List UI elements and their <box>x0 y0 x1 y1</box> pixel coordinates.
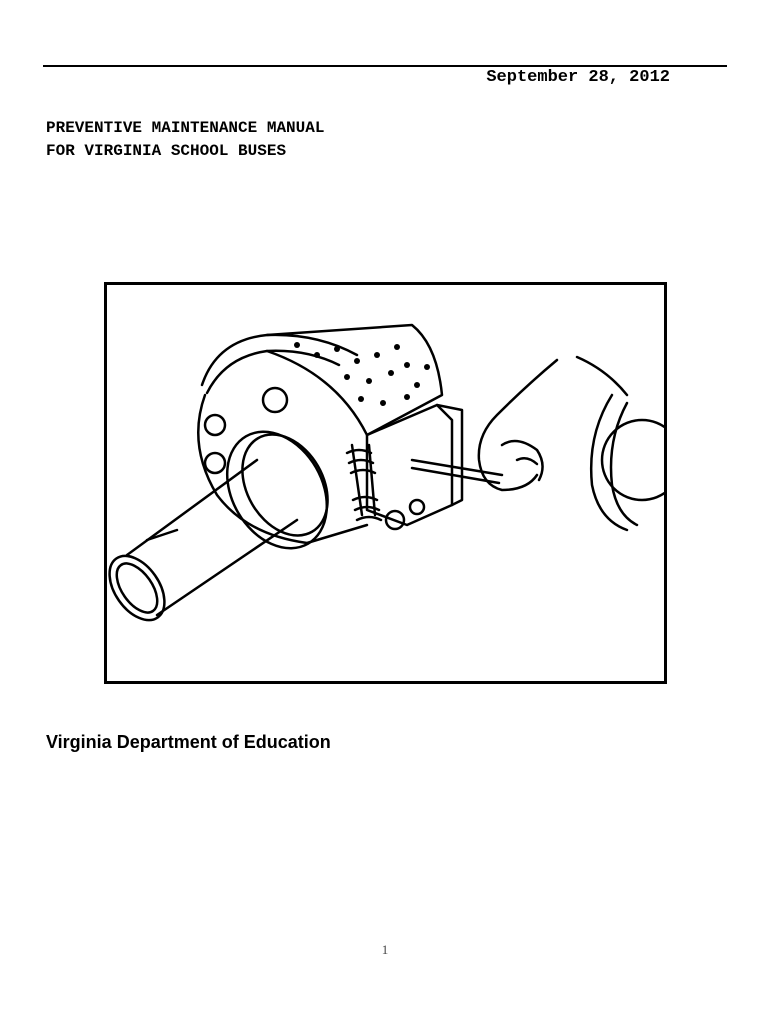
organization-name: Virginia Department of Education <box>46 732 331 752</box>
title-line-1: PREVENTIVE MAINTENANCE MANUAL <box>46 119 325 137</box>
document-date: September 28, 2012 <box>486 68 670 87</box>
document-title <box>46 117 324 163</box>
axle-brake-illustration-icon <box>107 285 664 681</box>
cover-illustration <box>104 282 667 684</box>
page-number: 1 <box>381 942 389 957</box>
header-rule <box>43 65 727 67</box>
title-line-2: FOR VIRGINIA SCHOOL BUSES <box>46 142 287 160</box>
